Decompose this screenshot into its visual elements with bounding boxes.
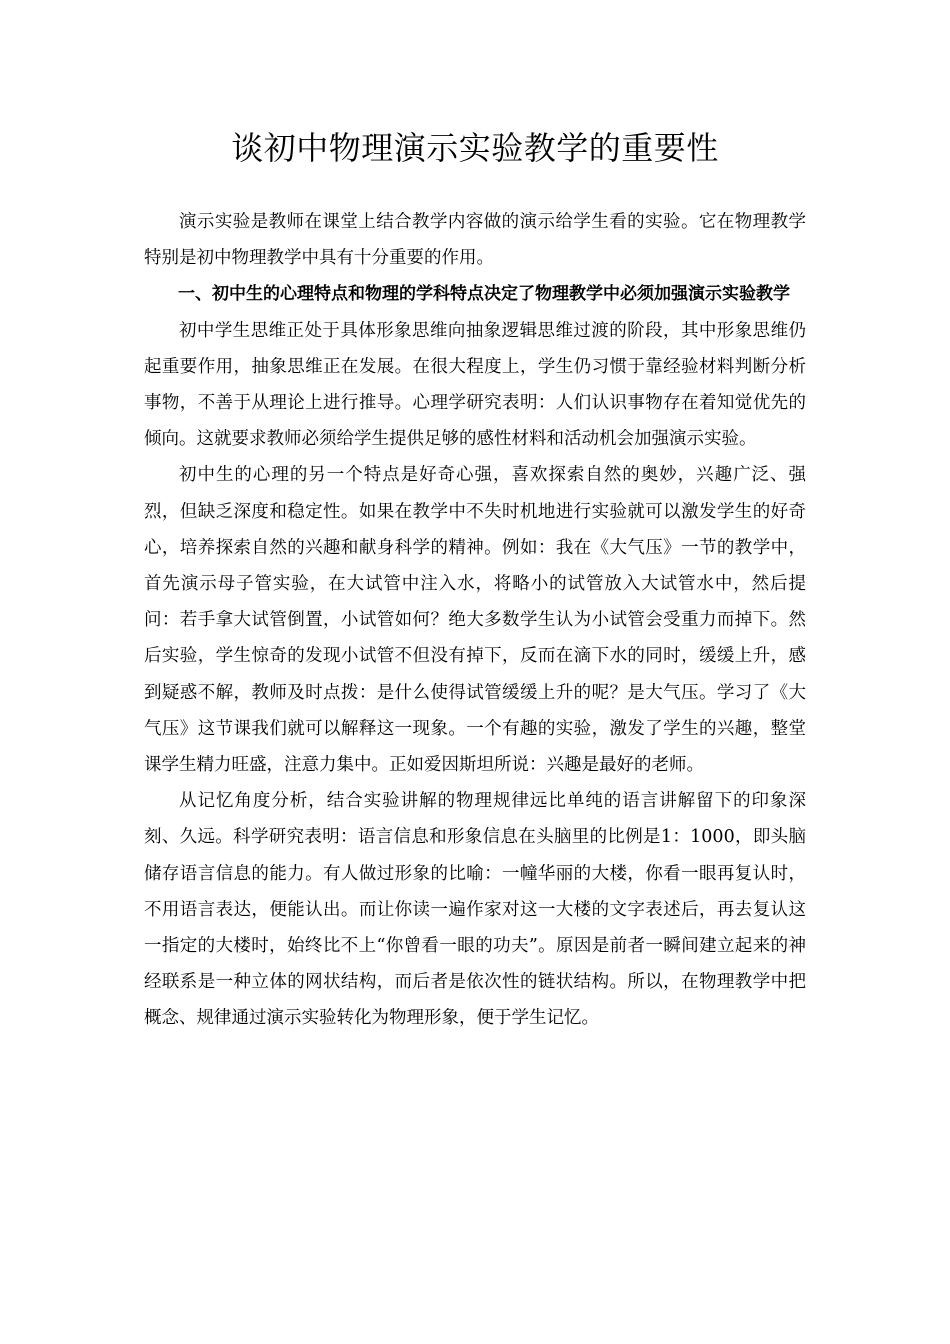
body-paragraph-thinking: 初中学生思维正处于具体形象思维向抽象逻辑思维过渡的阶段，其中形象思维仍起重要作用，抽象思维正在发展。在很大程度上，学生仍习惯于靠经验材料判断分析事物，不善于从理论上进行推导。心理学研究表明：人们认识事物存在着知觉优先的倾向。这就要求教师必须给学生提供足够的感性材料和活动机会加强演示实验。 <box>144 320 806 450</box>
document-body <box>144 204 806 1037</box>
section-heading: 一、初中生的心理特点和物理的学科特点决定了物理教学中必须加强演示实验教学 <box>178 284 790 305</box>
document-title: 谈初中物理演示实验教学的重要性 <box>231 129 719 167</box>
body-paragraph-curiosity: 初中生的心理的另一个特点是好奇心强，喜欢探索自然的奥妙，兴趣广泛、强烈，但缺乏深度和稳定性。如果在教学中不失时机地进行实验就可以激发学生的好奇心，培养探索自然的兴趣和献身科学的精神。例如：我在《大气压》一节的教学中，首先演示母子管实验，在大试管中注入水，将略小的试管放入大试管水中，然后提问：若手拿大试管倒置，小试管如何？绝大多数学生认为小试管会受重力而掉下。然后实验，学生惊奇的发现小试管不但没有掉下，反而在滴下水的同时，缓缓上升，感到疑惑不解，教师及时点拨：是什么使得试管缓缓上升的呢？是大气压。学习了《大气压》这节课我们就可以解释这一现象。一个有趣的实验，激发了学生的兴趣，整堂课学生精力旺盛，注意力集中。正如爱因斯坦所说：兴趣是最好的老师。 <box>144 465 806 776</box>
intro-paragraph: 演示实验是教师在课堂上结合教学内容做的演示给学生看的实验。它在物理教学特别是初中物理教学中具有十分重要的作用。 <box>144 212 806 269</box>
body-paragraph-memory: 从记忆角度分析，结合实验讲解的物理规律远比单纯的语言讲解留下的印象深刻、久远。科学研究表明：语言信息和形象信息在头脑里的比例是1：1000，即头脑储存语言信息的能力。有人做过形象的比喻：一幢华丽的大楼，你看一眼再复认时，不用语言表达，便能认出。而让你读一遍作家对这一大楼的文字表述后，再去复认这一指定的大楼时，始终比不上“你曾看一眼的功夫”。原因是前者一瞬间建立起来的神经联系是一种立体的网状结构，而后者是依次性的链状结构。所以，在物理教学中把概念、规律通过演示实验转化为物理形象，便于学生记忆。 <box>144 791 806 1029</box>
